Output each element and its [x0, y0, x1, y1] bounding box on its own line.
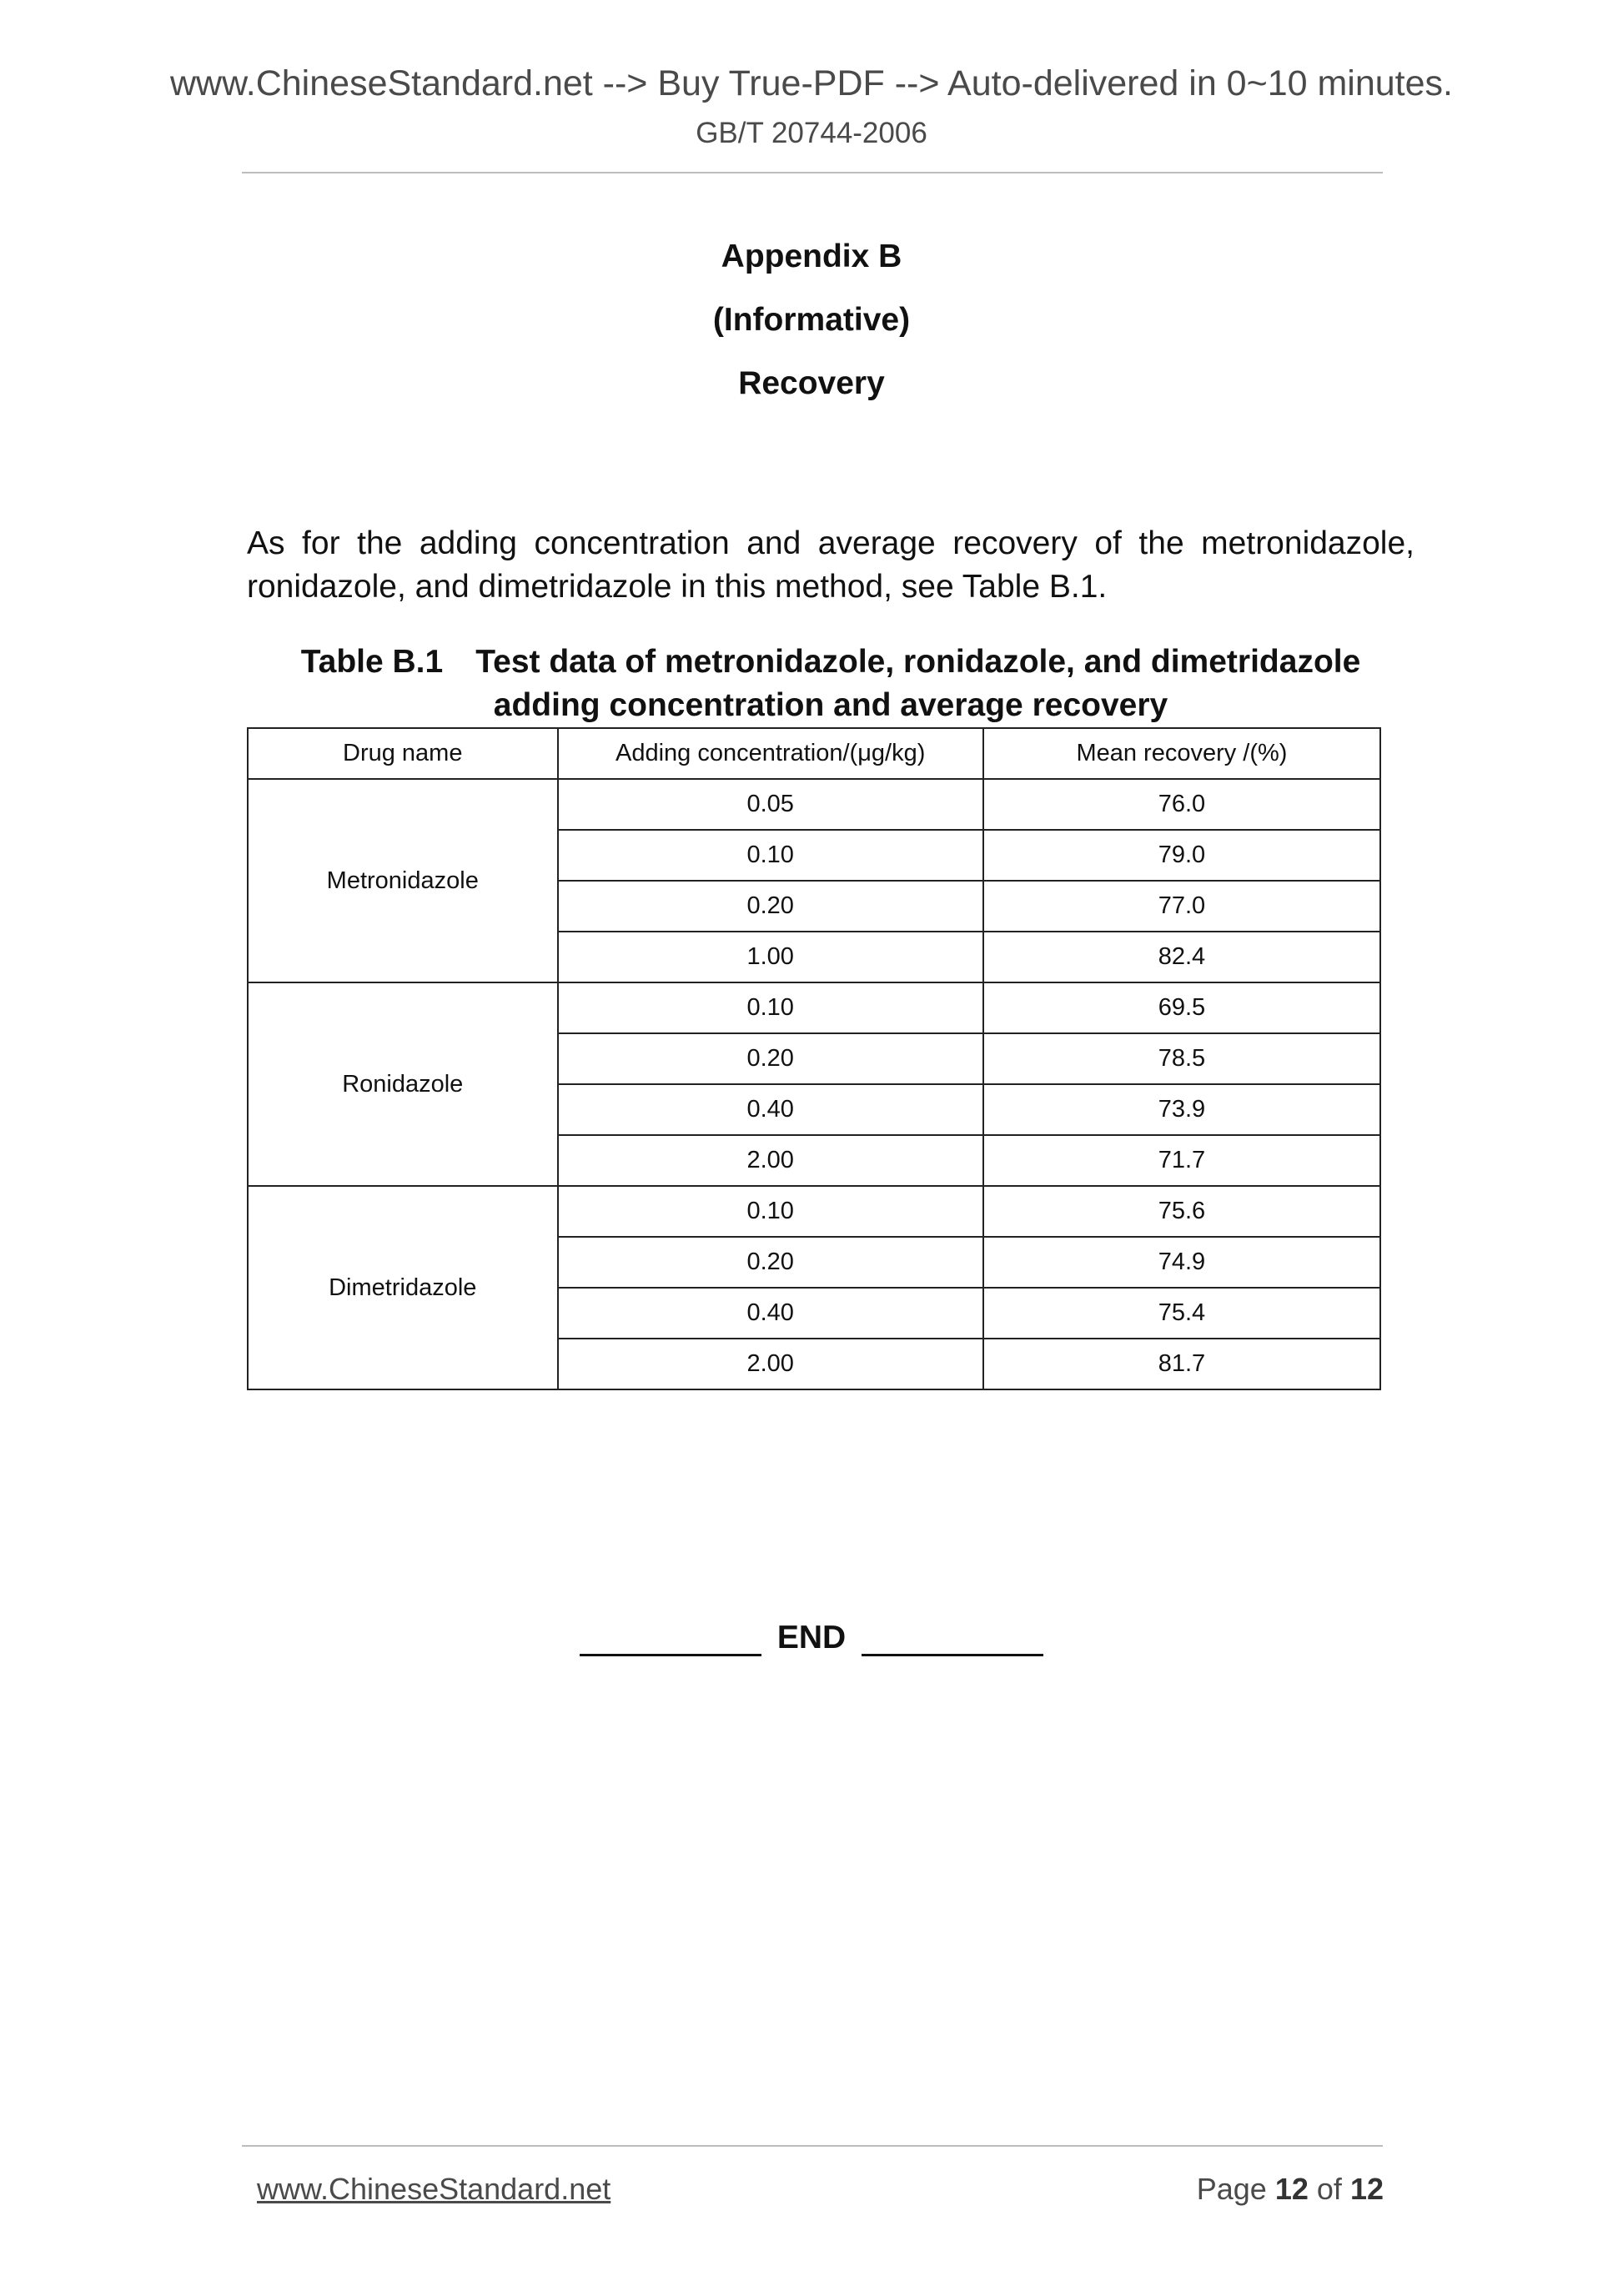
footer-divider — [242, 2145, 1383, 2147]
concentration-cell: 0.20 — [558, 881, 983, 932]
drug-name-cell: Metronidazole — [248, 779, 558, 982]
concentration-cell: 0.20 — [558, 1237, 983, 1288]
page-indicator — [1197, 2172, 1384, 2207]
end-right-rule — [862, 1622, 1043, 1656]
recovery-cell: 75.4 — [983, 1288, 1380, 1339]
table-row — [248, 1186, 1380, 1237]
table-caption — [247, 641, 1414, 727]
page-total: 12 — [1349, 2172, 1384, 2206]
recovery-cell: 81.7 — [983, 1339, 1380, 1389]
appendix-name: Recovery — [738, 365, 885, 401]
document-id: GB/T 20744-2006 — [696, 117, 927, 149]
concentration-cell: 0.10 — [558, 982, 983, 1033]
header-adding-concentration: Adding concentration/(μg/kg) — [558, 728, 983, 779]
table-caption-line2: adding concentration and average recovery — [493, 687, 1168, 723]
appendix-title: Appendix B — [721, 239, 902, 274]
header-banner: www.ChineseStandard.net --> Buy True-PDF --> Auto-delivered in 0~10 minutes. — [169, 63, 1453, 103]
header-drug-name: Drug name — [248, 728, 558, 779]
table-caption-line1: Table B.1 Test data of metronidazole, ronidazole, and dimetridazole — [300, 644, 1361, 680]
recovery-cell: 75.6 — [983, 1186, 1380, 1237]
drug-name-cell: Ronidazole — [248, 982, 558, 1186]
concentration-cell: 0.10 — [558, 830, 983, 881]
recovery-cell: 77.0 — [983, 881, 1380, 932]
page-word: Page — [1196, 2172, 1267, 2206]
concentration-cell: 1.00 — [558, 932, 983, 982]
drug-name-cell: Dimetridazole — [248, 1186, 558, 1389]
recovery-table — [247, 727, 1381, 1390]
recovery-cell: 76.0 — [983, 779, 1380, 830]
concentration-cell: 2.00 — [558, 1339, 983, 1389]
recovery-cell: 78.5 — [983, 1033, 1380, 1084]
header-divider — [242, 172, 1383, 173]
recovery-cell: 79.0 — [983, 830, 1380, 881]
body-paragraph: As for the adding concentration and average recovery of the metronidazole, ronidazole, and dimetridazole in this method, see Table B.1. — [247, 525, 1414, 605]
concentration-cell: 2.00 — [558, 1135, 983, 1186]
page-of: of — [1316, 2172, 1342, 2206]
table-header-row — [248, 728, 1380, 779]
page-current: 12 — [1274, 2172, 1309, 2206]
concentration-cell: 0.05 — [558, 779, 983, 830]
concentration-cell: 0.20 — [558, 1033, 983, 1084]
end-marker — [0, 1620, 1623, 1656]
table-row — [248, 779, 1380, 830]
recovery-cell: 69.5 — [983, 982, 1380, 1033]
appendix-type: (Informative) — [712, 302, 911, 338]
concentration-cell: 0.10 — [558, 1186, 983, 1237]
recovery-cell: 82.4 — [983, 932, 1380, 982]
table-row — [248, 982, 1380, 1033]
end-text: END — [776, 1620, 847, 1655]
footer-website-link[interactable]: www.ChineseStandard.net — [257, 2172, 611, 2206]
recovery-cell: 71.7 — [983, 1135, 1380, 1186]
end-left-rule — [580, 1622, 761, 1656]
header-mean-recovery: Mean recovery /(%) — [983, 728, 1380, 779]
recovery-cell: 73.9 — [983, 1084, 1380, 1135]
concentration-cell: 0.40 — [558, 1084, 983, 1135]
concentration-cell: 0.40 — [558, 1288, 983, 1339]
recovery-cell: 74.9 — [983, 1237, 1380, 1288]
